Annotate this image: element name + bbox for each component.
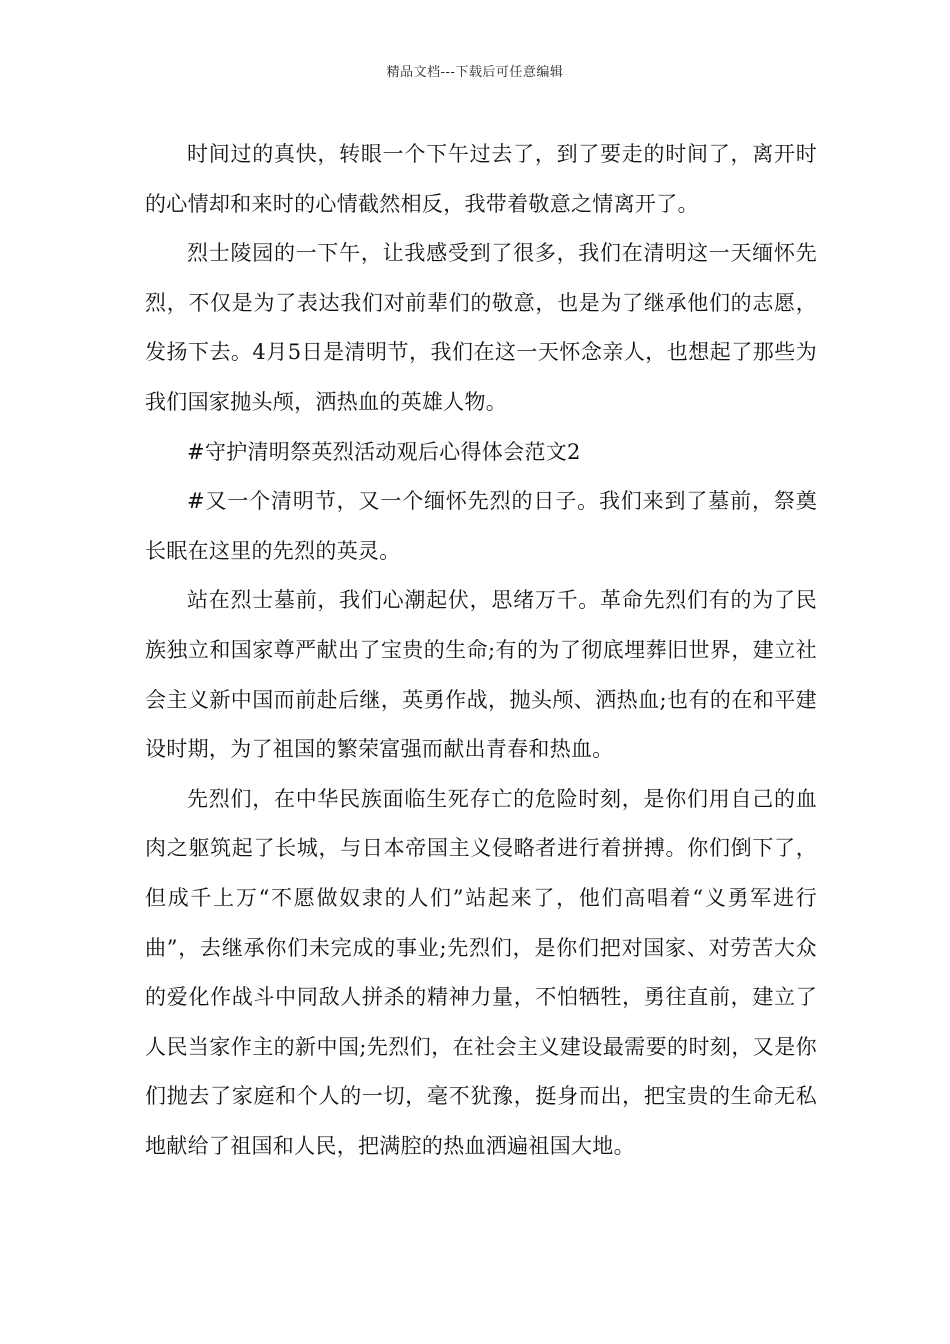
section-heading: #守护清明祭英烈活动观后心得体会范文2: [187, 439, 581, 464]
paragraph-qingming-again: #又一个清明节，又一个缅怀先烈的日子。我们来到了墓前，祭奠长眠在这里的先烈的英灵。: [145, 489, 817, 563]
paragraph-standing-before-tomb: 站在烈士墓前，我们心潮起伏，思绪万千。革命先烈们有的为了民族独立和国家尊严献出了宝贵的生命;有的为了彻底埋葬旧世界，建立社会主义新中国而前赴后继，英勇作战，抛头颅、洒热血;也有的在和平建设时期，为了祖国的繁荣富强而献出青春和热血。: [145, 588, 817, 762]
paragraph-departure: 时间过的真快，转眼一个下午过去了，到了要走的时间了，离开时的心情却和来时的心情截然相反，我带着敬意之情离开了。: [145, 142, 817, 216]
page-header: 精品文档---下载后可任意编辑: [386, 65, 564, 80]
document-body: [145, 130, 817, 1171]
paragraph-cemetery-afternoon: 烈士陵园的一下午，让我感受到了很多，我们在清明这一天缅怀先烈，不仅是为了表达我们对前辈们的敬意，也是为了继承他们的志愿，发扬下去。4月5日是清明节，我们在这一天怀念亲人，也想起了那些为我们国家抛头颅，洒热血的英雄人物。: [145, 241, 817, 414]
paragraph-martyrs-tribute: 先烈们，在中华民族面临生死存亡的危险时刻，是你们用自己的血肉之躯筑起了长城，与日本帝国主义侵略者进行着拼搏。你们倒下了，但成千上万“不愿做奴隶的人们”站起来了，他们高唱着“义勇军进行曲”，去继承你们未完成的事业;先烈们，是你们把对国家、对劳苦大众的爱化作战斗中同敌人拼杀的精神力量，不怕牺牲，勇往直前，建立了人民当家作主的新中国;先烈们，在社会主义建设最需要的时刻，又是你们抛去了家庭和个人的一切，毫不犹豫，挺身而出，把宝贵的生命无私地献给了祖国和人民，把满腔的热血洒遍祖国大地。: [145, 786, 817, 1158]
